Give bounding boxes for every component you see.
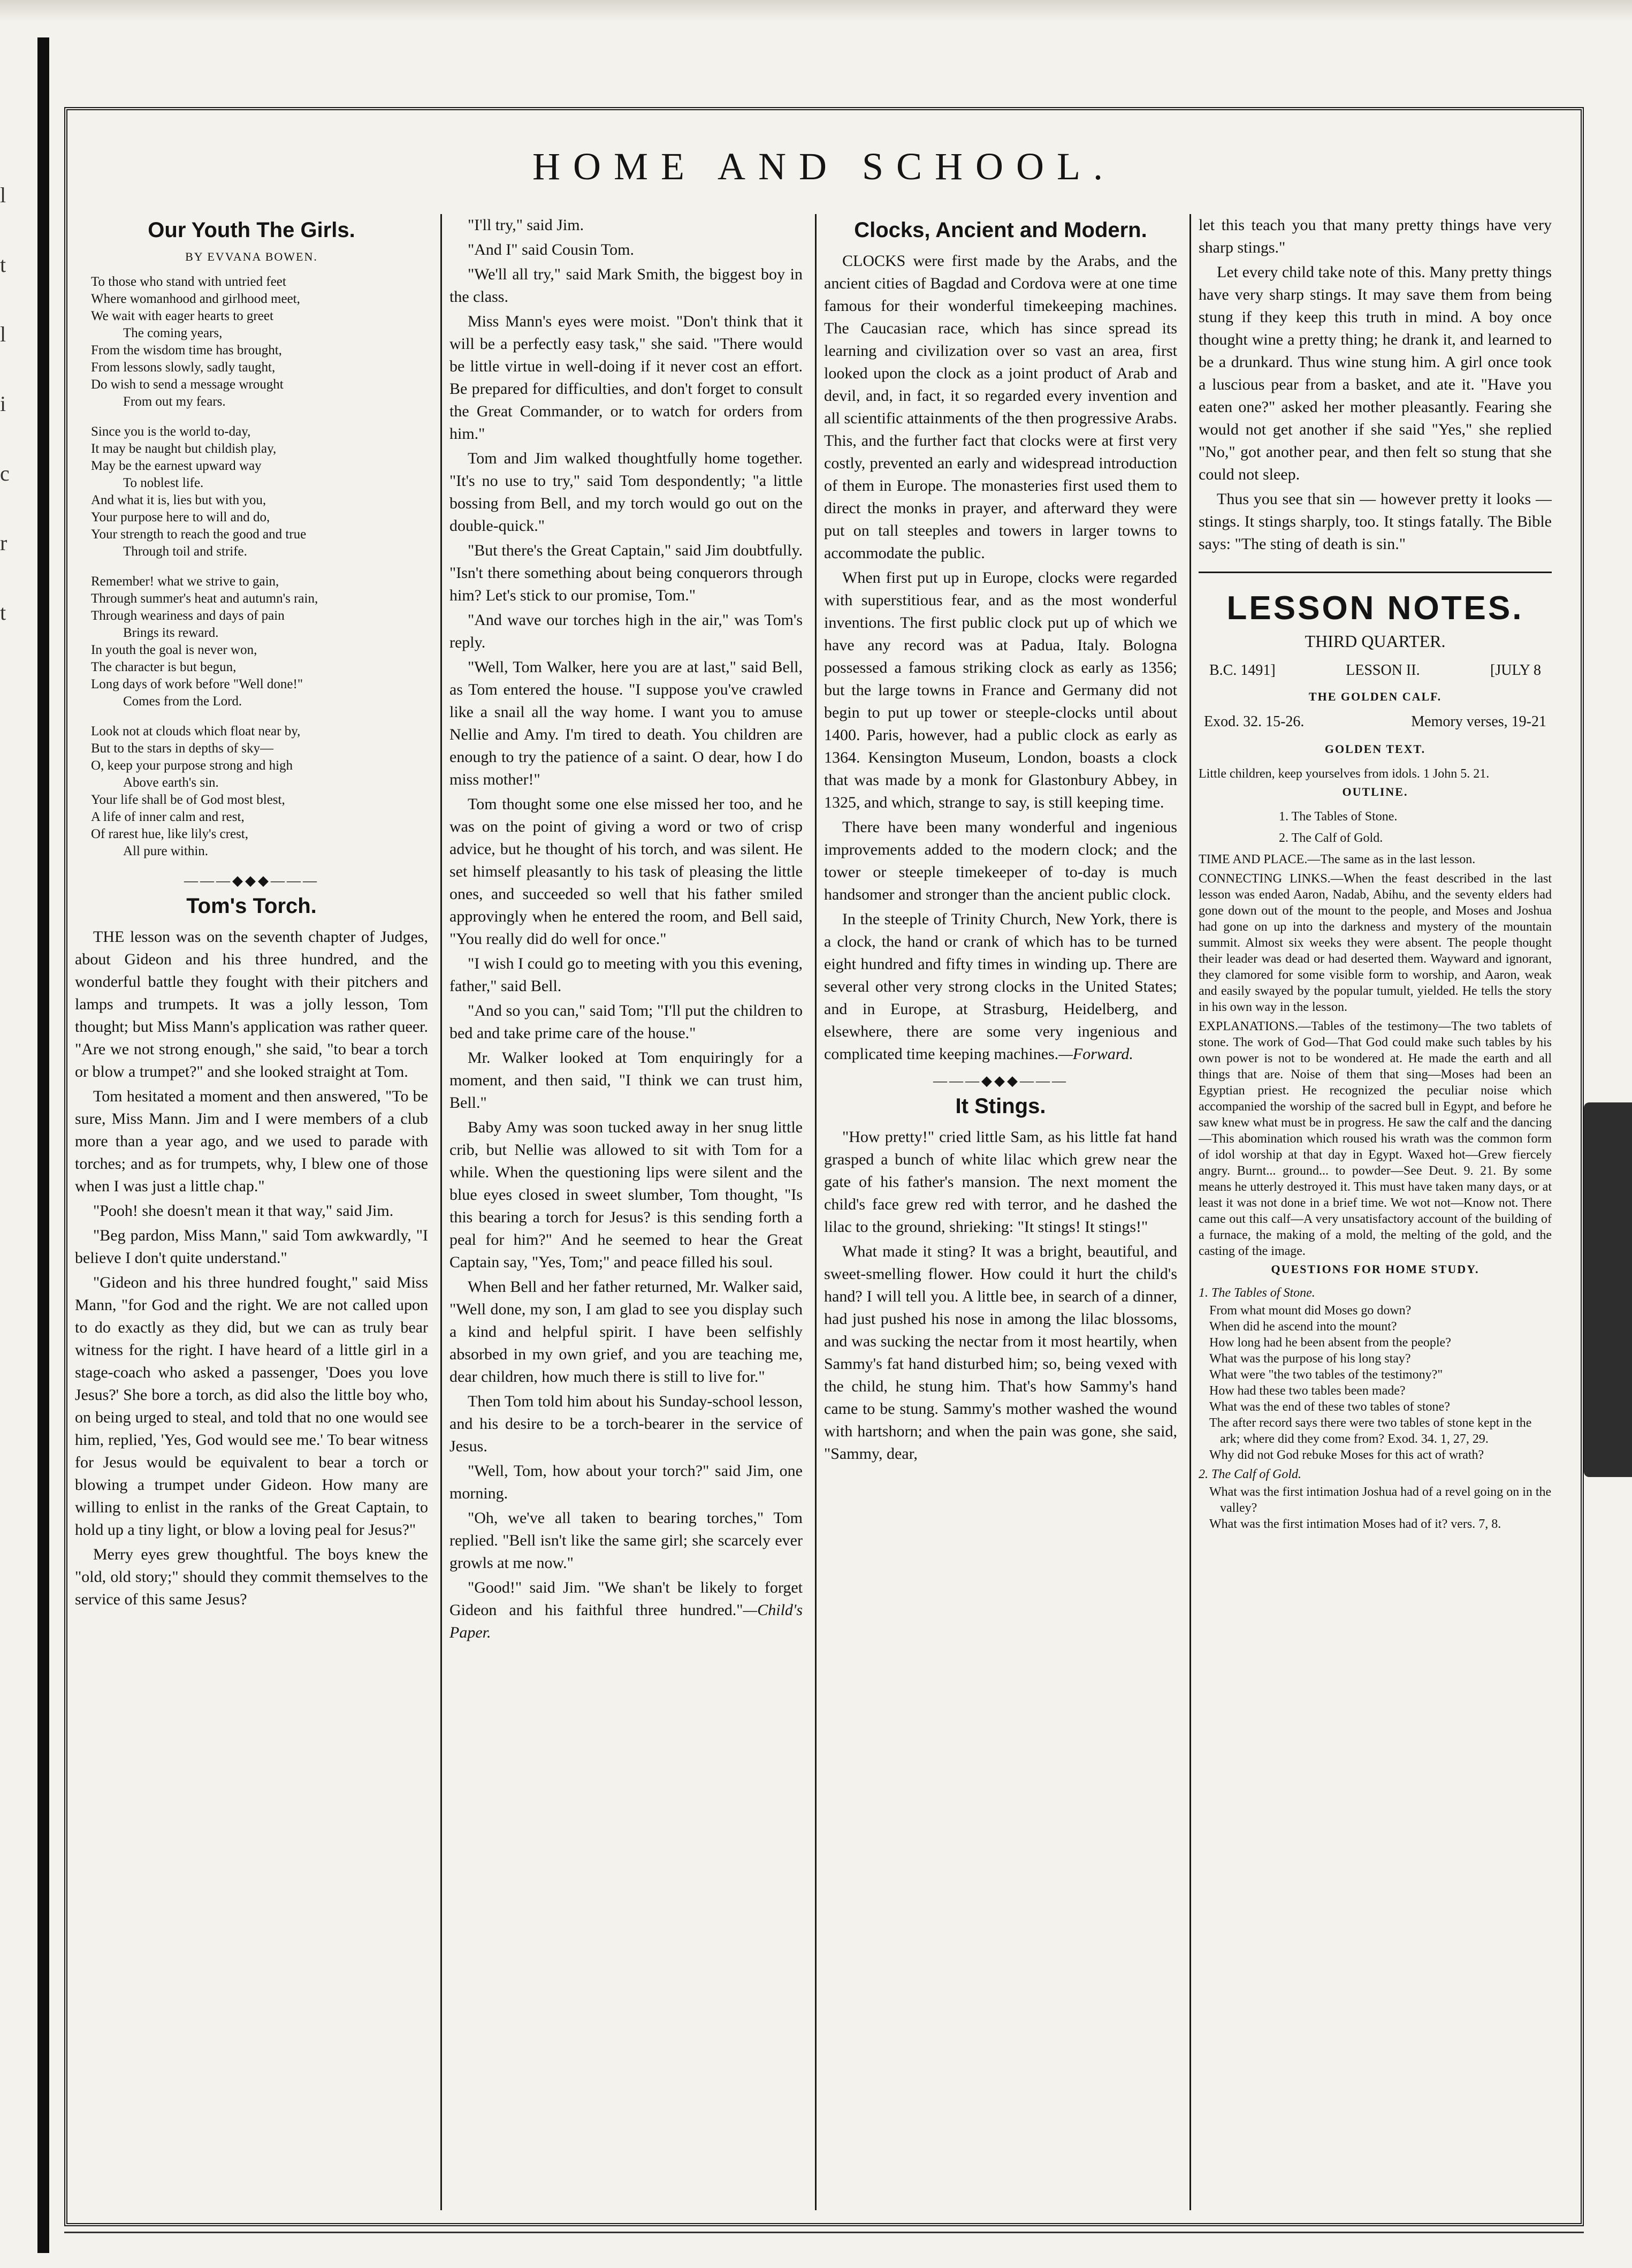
paragraph-text: In the steeple of Trinity Church, New York, there is a clock, the hand or crank of which has to be turned eight hundred and fifty times in winding up. There are several other very strong clocks in the United States; and in Europe, at Strasburg, Heidelberg, and elsewhere, there are some very ingenious and complicated time keeping machines. xyxy=(824,910,1177,1063)
column-rule xyxy=(440,214,442,2210)
section-rule xyxy=(1199,572,1552,573)
paragraph: When Bell and her father returned, Mr. Walker said, "Well done, my son, I am glad to see you display such a kind and helpful spirit. I have been selfishly absorbed in my own grief, and you are teaching me, dear children, how much there is still to live for." xyxy=(449,1278,803,1386)
poem-line: To those who stand with untried feet xyxy=(91,275,286,289)
poem-line: Above earth's sin. xyxy=(123,775,219,790)
lesson-header-row xyxy=(1209,662,1541,679)
question: How had these two tables been made? xyxy=(1209,1384,1406,1398)
outline-heading: OUTLINE. xyxy=(1342,785,1408,798)
connecting-links: CONNECTING LINKS.—When the feast described in the last lesson was ended Aaron, Nadab, Abihu, and the seventy elders had gone down out of the mount to the people, and Moses and Joshua had gone on up into the darkness and mystery of the mountain summit. Almost six weeks they were absent. The people thought their leader was dead or had deserted them. Wayward and ignorant, they clamored for some visible form to worship, and Aaron, weak and easily swayed by the popular tumult, yielded. He tells the story in his own way in the lesson. xyxy=(1199,872,1552,1014)
poem-line: The character is but begun, xyxy=(91,660,237,674)
paragraph: Merry eyes grew thoughtful. The boys knew the "old, old story;" should they commit themselves to the service of this same Jesus? xyxy=(75,1546,428,1608)
paragraph xyxy=(824,908,1177,1065)
question: What was the first intimation Joshua had of a revel going on in the valley? xyxy=(1209,1485,1552,1515)
paragraph: "I wish I could go to meeting with you this evening, father," said Bell. xyxy=(449,955,803,995)
poem-line: Since you is the world to-day, xyxy=(91,424,251,439)
paragraph: "And I" said Cousin Tom. xyxy=(468,241,635,258)
poem-line: Look not at clouds which float near by, xyxy=(91,724,301,739)
poem-line: A life of inner calm and rest, xyxy=(91,810,245,824)
poem-line: Of rarest hue, like lily's crest, xyxy=(91,827,248,841)
poem-line: And what it is, lies but with you, xyxy=(91,493,266,507)
lesson-topic: THE GOLDEN CALF. xyxy=(1308,690,1442,703)
poem-line: All pure within. xyxy=(123,844,209,858)
column-2 xyxy=(449,214,803,2210)
paragraph: "Well, Tom, how about your torch?" said Jim, one morning. xyxy=(449,1462,803,1502)
stanza xyxy=(91,723,428,860)
paragraph: "But there's the Great Captain," said Jim doubtfully. "Isn't there something about being conquerors through him? Let's stick to our promise, Tom." xyxy=(449,542,803,604)
lesson-notes-title: LESSON NOTES. xyxy=(1226,590,1524,627)
lesson-reference-row xyxy=(1204,713,1546,730)
time-and-place: TIME AND PLACE.—The same as in the last lesson. xyxy=(1199,853,1476,866)
poem-line: O, keep your purpose strong and high xyxy=(91,758,293,773)
memory-verses: Memory verses, 19-21 xyxy=(1411,713,1546,730)
source-credit: —Child's Paper. xyxy=(449,1601,803,1641)
stings-title: It Stings. xyxy=(955,1094,1046,1118)
paragraph: Tom and Jim walked thoughtfully home together. "It's no use to try," said Tom despondently; "a little bossing from Bell, and my torch would go out on the double-quick." xyxy=(449,450,803,535)
question: What were "the two tables of the testimony?" xyxy=(1209,1368,1443,1382)
paragraph: CLOCKS were first made by the Arabs, and the ancient cities of Bagdad and Cordova were at one time famous for their wonderful timekeeping machines. The Caucasian race, which has since spread its learning and civilization over so vast an area, first looked upon the clock as a joint product of Arab and devil, and, in fact, it so regarded every invention and all scientific attainments of the then progressive Arabs. This, and the further fact that clocks were at first very costly, prevented an early and widespread introduction of them in Europe. The monasteries first used them to direct the monks in prayer, and afterward they were put on tall steeples and towers in larger towns to accommodate the public. xyxy=(824,252,1177,562)
poem-line: From out my fears. xyxy=(123,394,226,409)
paragraph: "Oh, we've all taken to bearing torches," Tom replied. "Bell isn't like the same girl; she scarcely ever growls at me now." xyxy=(449,1509,803,1572)
poem-line: Long days of work before "Well done!" xyxy=(91,677,303,691)
outline-item: 2. The Calf of Gold. xyxy=(1279,831,1383,845)
paragraph: "Pooh! she doesn't mean it that way," said Jim. xyxy=(93,1202,394,1220)
question: The after record says there were two tables of stone kept in the ark; where did they come from? Exod. 34. 1, 27, 29. xyxy=(1209,1416,1532,1446)
poem-line: To noblest life. xyxy=(123,476,204,490)
poem-line: From the wisdom time has brought, xyxy=(91,343,282,357)
stanza xyxy=(91,273,428,410)
paragraph: "Beg pardon, Miss Mann," said Tom awkwardly, "I believe I don't quite understand." xyxy=(75,1227,428,1267)
lesson-number: LESSON II. xyxy=(1346,662,1420,679)
paragraph: When first put up in Europe, clocks were regarded with superstitious fear, and as the most wonderful inventions. The first public clock put up of which we have any record was at Padua, Italy. Bologna possessed a famous striking clock as early as 1356; but the large towns in France and Germany did not begin to put up tower or steeple-clocks until about 1400. Paris, however, had a public clock as early as 1364. Kensington Museum, London, boasts a clock that was made by a monk for Glastonbury Abbey, in 1325, and which, strange to say, is still keeping time. xyxy=(824,569,1177,811)
paragraph: "And so you can," said Tom; "I'll put the children to bed and take prime care of the house." xyxy=(449,1002,803,1042)
lesson-date: [JULY 8 xyxy=(1490,662,1541,679)
poem-title: Our Youth The Girls. xyxy=(148,218,355,242)
stanza xyxy=(91,423,428,560)
question: How long had he been absent from the people? xyxy=(1209,1336,1451,1350)
poem-line: We wait with eager hearts to greet xyxy=(91,309,273,323)
explanations: EXPLANATIONS.—Tables of the testimony—The two tablets of stone. The work of God—That God could make such tables by his own power is not to be wondered at. He made the earth and all things that are. Noise of them that sing—Moses had been an Egyptian priest. He recognized the peculiar noise which accompanied the worship of the sacred bull in Egypt, and before he saw knew what must be in progress. He saw the calf and the dancing—This abomination which roused his wrath was the common form of idol worship at that day in Egypt. Waxed hot—Grew fiercely angry. Burnt... ground... to powder—See Deut. 9. 21. By some means he utterly destroyed it. This must have taken many days, or at least it was not done in a brief time. We wot not—Know not. There came out this calf—A very unsatisfactory account of the building of a furnace, the making of a mold, the melting of the gold, and the casting of the image. xyxy=(1199,1019,1552,1258)
poem-line: Your strength to reach the good and true xyxy=(91,527,307,542)
outline-item: 1. The Tables of Stone. xyxy=(1279,810,1398,824)
poem-line: Through summer's heat and autumn's rain, xyxy=(91,591,318,606)
question: What was the purpose of his long stay? xyxy=(1209,1352,1411,1366)
column-3 xyxy=(824,214,1177,2210)
scan-smudge xyxy=(1584,1102,1632,1477)
question: Why did not God rebuke Moses for this act of wrath? xyxy=(1209,1448,1484,1462)
paragraph: "And wave our torches high in the air," was Tom's reply. xyxy=(449,611,803,651)
paragraph: Mr. Walker looked at Tom enquiringly for a moment, and then said, "I think we can trust him, Bell." xyxy=(449,1049,803,1112)
poem-line: But to the stars in depths of sky— xyxy=(91,741,273,756)
poem-line: Through weariness and days of pain xyxy=(91,608,285,623)
column-rule xyxy=(1189,214,1191,2210)
poem-line: Brings its reward. xyxy=(123,626,219,640)
bottom-rule xyxy=(64,2232,1584,2233)
masthead: HOME AND SCHOOL. xyxy=(532,145,1116,188)
adjacent-page-fragment: l t l i c r t xyxy=(0,183,10,625)
poem xyxy=(75,273,428,860)
poem-line: Comes from the Lord. xyxy=(123,694,242,709)
columns xyxy=(75,214,1573,2210)
clocks-title: Clocks, Ancient and Modern. xyxy=(854,218,1147,242)
poem-line: Your purpose here to will and do, xyxy=(91,510,270,524)
paragraph: What made it sting? It was a bright, beautiful, and sweet-smelling flower. How could it hurt the child's hand? I will tell you. A little bee, in search of a dinner, had just pushed his nose in among the lilac blossoms, and was sucking the nectar from it most heartily, when Sammy's fat hand disturbed him; so, being vexed with the child, he stung him. That's how Sammy's hand came to be stung. Sammy's mother washed the wound with hartshorn; and when the pain was gone, she said, "Sammy, dear, xyxy=(824,1243,1177,1463)
paragraph: Let every child take note of this. Many pretty things have very sharp stings. It may save them from being stung if they keep this truth in mind. A boy once thought wine a pretty thing; he drank it, and learned to be a drunkard. Thus wine stung him. A girl once took a luscious pear from a basket, and ate it. "Have you eaten one?" asked her mother pleasantly. Fearing she would not get another if she said "Yes," she replied "No," got another pear, and then felt so stung that she could not sleep. xyxy=(1199,263,1552,483)
scripture-reference: Exod. 32. 15-26. xyxy=(1204,713,1305,730)
paragraph: There have been many wonderful and ingenious improvements added to the modern clock; and the tower or steeple timekeeper of to-day is much handsomer and stronger than the ancient public clock. xyxy=(824,818,1177,903)
column-rule xyxy=(815,214,817,2210)
poem-line: Your life shall be of God most blest, xyxy=(91,793,285,807)
poem-line: From lessons slowly, sadly taught, xyxy=(91,360,276,375)
poem-line: It may be naught but childish play, xyxy=(91,442,277,456)
column-1 xyxy=(75,214,428,2210)
question: From what mount did Moses go down? xyxy=(1209,1304,1412,1318)
poem-line: Remember! what we strive to gain, xyxy=(91,574,279,589)
paragraph: Then Tom told him about his Sunday-school lesson, and his desire to be a torch-bearer in the service of Jesus. xyxy=(449,1392,803,1455)
paragraph: THE lesson was on the seventh chapter of Judges, about Gideon and his three hundred, and the wonderful battle they fought with their pitchers and lamps and trumpets. It was a jolly lesson, Tom thought; but Miss Mann's application was rather queer. "Are we not strong enough," she said, "to bear a torch or blow a trumpet?" and she looked straight at Tom. xyxy=(75,928,428,1080)
binding-shadow xyxy=(37,37,49,2253)
scan-top-edge xyxy=(0,0,1632,21)
paragraph: Tom thought some one else missed her too, and he was on the point of giving a word or two of crisp advice, but he thought of his torch, and was silent. He set himself pleasantly to his task of pleasing the little ones, and succeeded so well that his father smiled approvingly when he entered the room, and Bell said, "You really did do well for once." xyxy=(449,795,803,948)
poem-line: May be the earnest upward way xyxy=(91,459,262,473)
paragraph: "We'll all try," said Mark Smith, the biggest boy in the class. xyxy=(449,265,803,306)
paragraph-text: "Good!" said Jim. "We shan't be likely to forget Gideon and his faithful three hundred." xyxy=(449,1579,803,1619)
paragraph: let this teach you that many pretty things have very sharp stings." xyxy=(1199,216,1552,256)
torch-title: Tom's Torch. xyxy=(186,894,317,918)
stanza xyxy=(91,573,428,710)
question: What was the first intimation Moses had of it? vers. 7, 8. xyxy=(1209,1517,1501,1531)
paragraph xyxy=(449,1577,803,1644)
questions-heading: QUESTIONS FOR HOME STUDY. xyxy=(1271,1262,1480,1276)
poem-line: The coming years, xyxy=(123,326,223,340)
question: What was the end of these two tables of stone? xyxy=(1209,1400,1450,1414)
poem-line: Do wish to send a message wrought xyxy=(91,377,284,392)
paragraph: "Well, Tom Walker, here you are at last," said Bell, as Tom entered the house. "I suppose you've crawled like a snail all the way home. I want you to amuse Nellie and Amy. I'm tired to death. You children are enough to try the patience of a saint. O dear, how I do miss mother!" xyxy=(449,658,803,788)
question: When did he ascend into the mount? xyxy=(1209,1320,1397,1334)
section-divider: ———◆◆◆——— xyxy=(184,873,319,888)
poem-line: Where womanhood and girlhood meet, xyxy=(91,292,300,306)
column-4 xyxy=(1199,214,1552,2210)
lesson-quarter: THIRD QUARTER. xyxy=(1305,631,1446,651)
source-credit: —Forward. xyxy=(1058,1045,1133,1063)
paragraph: Miss Mann's eyes were moist. "Don't think that it will be a perfectly easy task," she said. "There would be little virtue in well-doing if it never cost an effort. Be prepared for difficulties, and don't forget to consult the Great Commander, or to watch for orders from him." xyxy=(449,313,803,443)
golden-text: Little children, keep yourselves from idols. 1 John 5. 21. xyxy=(1199,767,1490,781)
question-group-heading: 2. The Calf of Gold. xyxy=(1199,1467,1302,1481)
paragraph: "I'll try," said Jim. xyxy=(468,216,584,234)
paragraph: "Gideon and his three hundred fought," said Miss Mann, "for God and the right. We are not called upon to do exactly as they did, but we can as truly bear witness for the right. I have heard of a little girl in a stage-coach who asked a passenger, 'Does you love Jesus?' She bore a torch, as did also the little boy who, on being urged to steal, and told that no one would see him, replied, 'Yes, God would see me.' To bear witness for Jesus would be equivalent to bear a torch or blowing a trumpet under Gideon. How many are willing to enlist in the ranks of the Great Captain, to hold up a tiny light, or blow a loving peal for Jesus?" xyxy=(75,1274,428,1539)
poem-line: In youth the goal is never won, xyxy=(91,643,257,657)
section-divider: ———◆◆◆——— xyxy=(933,1073,1068,1089)
poem-byline: BY EVVANA BOWEN. xyxy=(185,250,318,263)
paragraph: "How pretty!" cried little Sam, as his little fat hand grasped a bunch of white lilac which grew near the gate of his father's mansion. The next moment the child's face grew red with terror, and he dashed the lilac to the ground, shrieking: "It stings! It stings!" xyxy=(824,1128,1177,1236)
lesson-year: B.C. 1491] xyxy=(1209,662,1276,679)
golden-text-heading: GOLDEN TEXT. xyxy=(1324,742,1426,756)
paragraph: Baby Amy was soon tucked away in her snug little crib, but Nellie was allowed to sit with Tom for a while. When the questioning lips were silent and the blue eyes closed in sweet slumber, Tom thought, "Is this bearing a torch for Jesus? is this sending forth a peal for him?" And he seemed to hear the Great Captain say, "Yes, Tom;" and peace filled his soul. xyxy=(449,1118,803,1271)
question-group-heading: 1. The Tables of Stone. xyxy=(1199,1286,1315,1300)
paragraph: Tom hesitated a moment and then answered, "To be sure, Miss Mann. Jim and I were members of a club more than a year ago, and we used to parade with torches; and as for trumpets, why, I blew one of those when I was just a little chap." xyxy=(75,1087,428,1195)
paragraph: Thus you see that sin — however pretty it looks — stings. It stings sharply, too. It stings fatally. The Bible says: "The sting of death is sin." xyxy=(1199,490,1552,553)
poem-line: Through toil and strife. xyxy=(123,544,247,559)
